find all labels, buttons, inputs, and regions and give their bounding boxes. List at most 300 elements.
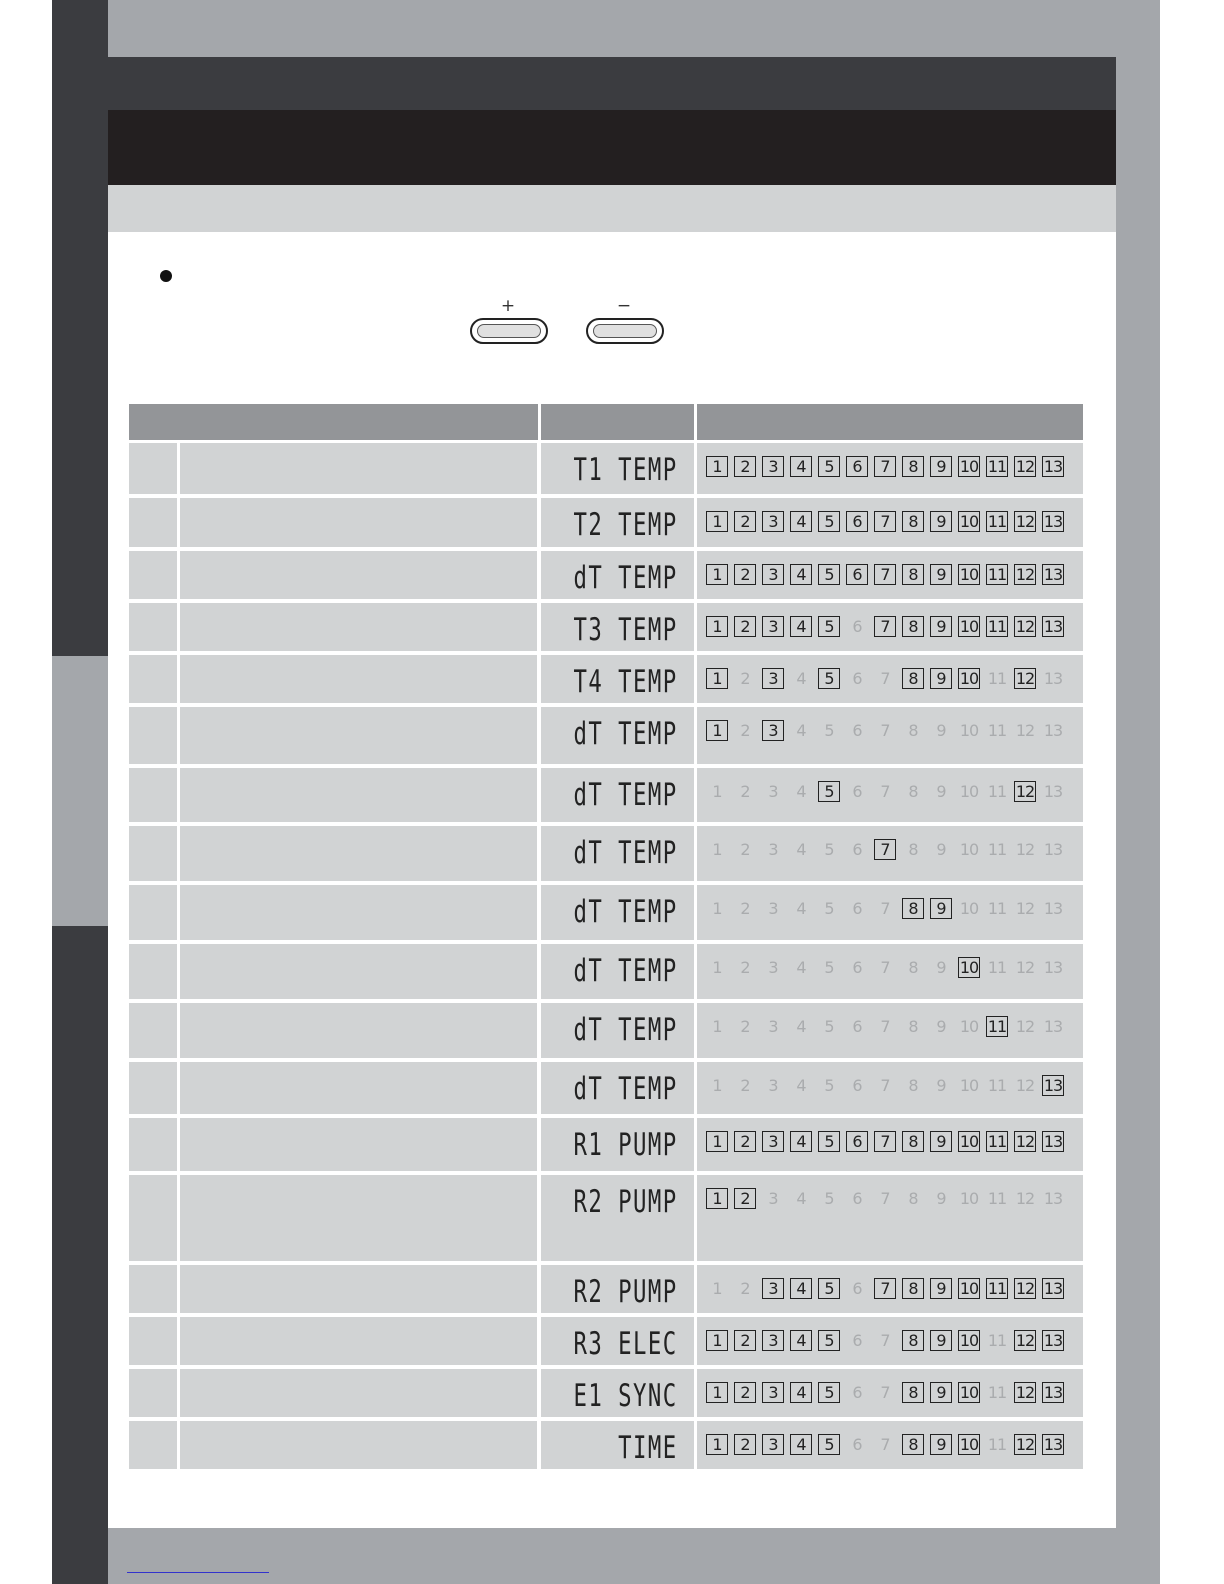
system-number-boxed: 13	[1043, 512, 1063, 531]
system-number-boxed: 10	[959, 512, 979, 531]
lcd-display-code: E1 SYNC	[573, 1378, 678, 1414]
system-number-boxed: 4	[790, 616, 812, 637]
system-number-inactive: 11	[987, 958, 1007, 977]
system-number-inactive: 5	[824, 721, 834, 740]
system-number-boxed: 1	[706, 720, 728, 741]
header-description	[129, 404, 538, 440]
system-number-boxed: 7	[874, 1131, 896, 1152]
row-number-cell	[129, 1421, 177, 1469]
system-number-inactive: 3	[768, 1017, 778, 1036]
system-number-boxed: 2	[734, 616, 756, 637]
system-number-inactive: 7	[880, 669, 890, 688]
system-number-boxed: 11	[987, 1132, 1007, 1151]
system-number-boxed: 3	[762, 456, 784, 477]
system-number-boxed: 3	[762, 720, 784, 741]
system-number-boxed: 12	[1015, 1383, 1035, 1402]
table-row	[129, 768, 1083, 822]
row-number-cell	[129, 768, 177, 822]
row-system-cell	[697, 1175, 1083, 1261]
system-number-inactive: 6	[852, 958, 862, 977]
system-number-inactive: 13	[1043, 1017, 1063, 1036]
table-row	[129, 707, 1083, 764]
system-number-boxed: 8	[902, 1131, 924, 1152]
system-number-inactive: 8	[908, 958, 918, 977]
system-number-inactive: 6	[852, 1279, 862, 1298]
system-number-boxed: 7	[874, 616, 896, 637]
system-number-list	[706, 511, 1070, 532]
system-number-boxed: 2	[734, 1330, 756, 1351]
system-number-inactive: 9	[936, 1076, 946, 1095]
system-number-boxed: 8	[902, 564, 924, 585]
system-number-boxed: 7	[874, 564, 896, 585]
system-number-boxed: 8	[902, 1434, 924, 1455]
system-number-boxed: 1	[706, 668, 728, 689]
system-number-inactive: 8	[908, 1189, 918, 1208]
system-number-inactive: 13	[1043, 782, 1063, 801]
system-number-inactive: 12	[1015, 840, 1035, 859]
plus-button[interactable]	[468, 296, 548, 348]
system-number-list	[706, 668, 1070, 689]
table-row	[129, 944, 1083, 999]
bullet-point	[160, 270, 172, 282]
system-number-list	[706, 1382, 1070, 1403]
system-number-boxed: 3	[762, 616, 784, 637]
row-description-cell	[180, 885, 537, 940]
system-number-inactive: 13	[1043, 958, 1063, 977]
system-number-inactive: 2	[740, 899, 750, 918]
system-number-inactive: 13	[1043, 1189, 1063, 1208]
system-number-inactive: 13	[1043, 840, 1063, 859]
system-number-inactive: 12	[1015, 721, 1035, 740]
table-row	[129, 551, 1083, 599]
system-number-boxed: 12	[1015, 512, 1035, 531]
system-number-list	[706, 781, 1070, 802]
system-number-boxed: 13	[1043, 1279, 1063, 1298]
system-number-inactive: 8	[908, 782, 918, 801]
system-number-boxed: 7	[874, 839, 896, 860]
system-number-boxed: 2	[734, 1131, 756, 1152]
system-number-inactive: 1	[712, 958, 722, 977]
system-number-inactive: 12	[1015, 1017, 1035, 1036]
system-number-inactive: 3	[768, 899, 778, 918]
system-number-inactive: 1	[712, 782, 722, 801]
system-number-boxed: 3	[762, 1131, 784, 1152]
row-system-cell	[697, 1369, 1083, 1417]
system-number-inactive: 11	[987, 1189, 1007, 1208]
system-number-inactive: 11	[987, 782, 1007, 801]
system-number-inactive: 1	[712, 1017, 722, 1036]
system-number-boxed: 12	[1015, 565, 1035, 584]
system-number-boxed: 5	[818, 456, 840, 477]
system-number-inactive: 7	[880, 1017, 890, 1036]
row-system-cell	[697, 944, 1083, 999]
system-number-inactive: 7	[880, 1076, 890, 1095]
system-number-boxed: 3	[762, 1330, 784, 1351]
system-number-inactive: 1	[712, 899, 722, 918]
system-number-boxed: 4	[790, 564, 812, 585]
system-number-boxed: 7	[874, 456, 896, 477]
row-system-cell	[697, 1062, 1083, 1114]
system-number-inactive: 6	[852, 1331, 862, 1350]
system-number-inactive: 4	[796, 1076, 806, 1095]
minus-sign: −	[616, 296, 632, 316]
table-header	[129, 404, 1083, 440]
row-display-cell	[541, 944, 694, 999]
table-row	[129, 443, 1083, 494]
row-system-cell	[697, 826, 1083, 881]
system-number-inactive: 6	[852, 1435, 862, 1454]
row-display-cell	[541, 655, 694, 703]
row-number-cell	[129, 1175, 177, 1261]
system-number-inactive: 2	[740, 840, 750, 859]
header-band-title	[108, 110, 1116, 185]
system-number-inactive: 6	[852, 899, 862, 918]
system-number-boxed: 12	[1015, 1435, 1035, 1454]
system-number-list	[706, 564, 1070, 585]
system-number-boxed: 9	[930, 564, 952, 585]
system-number-boxed: 5	[818, 781, 840, 802]
system-number-boxed: 11	[987, 512, 1007, 531]
system-number-inactive: 4	[796, 958, 806, 977]
system-number-inactive: 8	[908, 840, 918, 859]
row-number-cell	[129, 944, 177, 999]
chapter-side-tab-active	[52, 656, 108, 926]
row-system-cell	[697, 1265, 1083, 1313]
row-system-cell	[697, 498, 1083, 547]
minus-button[interactable]	[584, 296, 664, 348]
row-description-cell	[180, 1175, 537, 1261]
system-number-boxed: 5	[818, 564, 840, 585]
header-band-subtitle	[108, 185, 1116, 232]
header-systems	[697, 404, 1083, 440]
row-number-cell	[129, 443, 177, 494]
system-number-inactive: 4	[796, 669, 806, 688]
row-number-cell	[129, 603, 177, 651]
system-number-inactive: 10	[959, 899, 979, 918]
row-display-cell	[541, 1265, 694, 1313]
row-description-cell	[180, 1003, 537, 1058]
system-number-boxed: 1	[706, 616, 728, 637]
system-number-boxed: 11	[987, 1017, 1007, 1036]
row-display-cell	[541, 1175, 694, 1261]
table-row	[129, 655, 1083, 703]
table-row	[129, 1265, 1083, 1313]
system-number-boxed: 10	[959, 1383, 979, 1402]
system-number-inactive: 10	[959, 1189, 979, 1208]
header-band-dark	[108, 57, 1116, 110]
row-display-cell	[541, 443, 694, 494]
row-description-cell	[180, 1265, 537, 1313]
system-number-boxed: 12	[1015, 1331, 1035, 1350]
system-number-inactive: 9	[936, 1017, 946, 1036]
system-number-boxed: 9	[930, 1278, 952, 1299]
system-number-list	[706, 1188, 1070, 1209]
system-number-boxed: 13	[1043, 457, 1063, 476]
system-number-inactive: 3	[768, 958, 778, 977]
table-row	[129, 885, 1083, 940]
system-number-boxed: 10	[959, 669, 979, 688]
system-number-boxed: 2	[734, 1434, 756, 1455]
system-number-inactive: 4	[796, 1017, 806, 1036]
system-number-boxed: 13	[1043, 1076, 1063, 1095]
system-number-inactive: 3	[768, 840, 778, 859]
lcd-display-code: R3 ELEC	[573, 1326, 678, 1362]
row-display-cell	[541, 768, 694, 822]
system-number-boxed: 9	[930, 1382, 952, 1403]
row-description-cell	[180, 443, 537, 494]
system-number-list	[706, 898, 1070, 919]
system-number-list	[706, 1278, 1070, 1299]
system-number-inactive: 12	[1015, 958, 1035, 977]
row-system-cell	[697, 1118, 1083, 1171]
system-number-inactive: 7	[880, 899, 890, 918]
system-number-inactive: 7	[880, 1331, 890, 1350]
system-number-inactive: 11	[987, 1331, 1007, 1350]
row-display-cell	[541, 1062, 694, 1114]
lcd-display-code: TIME	[618, 1430, 678, 1466]
lcd-display-code: R2 PUMP	[573, 1274, 678, 1310]
row-number-cell	[129, 885, 177, 940]
row-system-cell	[697, 551, 1083, 599]
system-number-inactive: 4	[796, 899, 806, 918]
system-number-inactive: 6	[852, 669, 862, 688]
footer-link-underline[interactable]	[127, 1572, 269, 1573]
lcd-display-code: R1 PUMP	[573, 1127, 678, 1163]
row-description-cell	[180, 498, 537, 547]
system-number-boxed: 11	[987, 565, 1007, 584]
row-system-cell	[697, 885, 1083, 940]
system-number-inactive: 6	[852, 1189, 862, 1208]
system-number-inactive: 5	[824, 1076, 834, 1095]
system-number-boxed: 9	[930, 898, 952, 919]
table-row	[129, 1118, 1083, 1171]
row-system-cell	[697, 603, 1083, 651]
row-number-cell	[129, 1062, 177, 1114]
system-number-boxed: 8	[902, 1382, 924, 1403]
system-number-boxed: 2	[734, 511, 756, 532]
system-number-boxed: 9	[930, 616, 952, 637]
system-number-inactive: 7	[880, 1189, 890, 1208]
system-number-boxed: 12	[1015, 457, 1035, 476]
system-number-boxed: 3	[762, 1278, 784, 1299]
row-description-cell	[180, 1317, 537, 1365]
row-number-cell	[129, 655, 177, 703]
row-number-cell	[129, 498, 177, 547]
system-number-inactive: 13	[1043, 721, 1063, 740]
system-number-boxed: 9	[930, 1434, 952, 1455]
system-number-inactive: 11	[987, 1076, 1007, 1095]
lcd-display-code: R2 PUMP	[573, 1184, 678, 1220]
system-number-inactive: 2	[740, 1076, 750, 1095]
system-number-boxed: 6	[846, 511, 868, 532]
system-number-inactive: 9	[936, 840, 946, 859]
system-number-boxed: 3	[762, 1434, 784, 1455]
plus-button-body[interactable]	[470, 318, 548, 344]
lcd-display-code: T4 TEMP	[573, 664, 678, 700]
system-number-inactive: 11	[987, 669, 1007, 688]
system-number-inactive: 8	[908, 721, 918, 740]
system-number-inactive: 5	[824, 1017, 834, 1036]
system-number-inactive: 5	[824, 840, 834, 859]
system-number-boxed: 6	[846, 564, 868, 585]
row-description-cell	[180, 944, 537, 999]
system-number-boxed: 13	[1043, 1435, 1063, 1454]
system-number-boxed: 2	[734, 456, 756, 477]
system-number-inactive: 1	[712, 840, 722, 859]
system-number-boxed: 1	[706, 1188, 728, 1209]
system-number-boxed: 9	[930, 456, 952, 477]
system-number-inactive: 3	[768, 1076, 778, 1095]
minus-button-body[interactable]	[586, 318, 664, 344]
system-number-boxed: 5	[818, 511, 840, 532]
row-description-cell	[180, 655, 537, 703]
settings-table	[129, 404, 1083, 1473]
row-number-cell	[129, 1003, 177, 1058]
system-number-boxed: 8	[902, 1278, 924, 1299]
system-number-boxed: 1	[706, 456, 728, 477]
row-display-cell	[541, 1003, 694, 1058]
system-number-inactive: 9	[936, 721, 946, 740]
system-number-inactive: 9	[936, 1189, 946, 1208]
system-number-inactive: 13	[1043, 899, 1063, 918]
system-number-boxed: 10	[959, 1132, 979, 1151]
system-number-list	[706, 720, 1070, 741]
system-number-boxed: 5	[818, 668, 840, 689]
system-number-boxed: 1	[706, 564, 728, 585]
system-number-inactive: 5	[824, 958, 834, 977]
system-number-inactive: 11	[987, 899, 1007, 918]
lcd-display-code: dT TEMP	[573, 560, 678, 596]
system-number-boxed: 7	[874, 1278, 896, 1299]
system-number-boxed: 1	[706, 1382, 728, 1403]
row-description-cell	[180, 707, 537, 764]
system-number-boxed: 10	[959, 457, 979, 476]
system-number-inactive: 11	[987, 1383, 1007, 1402]
system-number-inactive: 7	[880, 721, 890, 740]
table-row	[129, 1369, 1083, 1417]
system-number-boxed: 8	[902, 1330, 924, 1351]
system-number-boxed: 3	[762, 1382, 784, 1403]
system-number-boxed: 8	[902, 668, 924, 689]
system-number-boxed: 9	[930, 511, 952, 532]
row-display-cell	[541, 1118, 694, 1171]
system-number-list	[706, 1330, 1070, 1351]
table-row	[129, 826, 1083, 881]
system-number-boxed: 8	[902, 616, 924, 637]
table-row	[129, 603, 1083, 651]
system-number-list	[706, 1075, 1070, 1096]
system-number-inactive: 10	[959, 840, 979, 859]
row-system-cell	[697, 1317, 1083, 1365]
system-number-inactive: 11	[987, 840, 1007, 859]
system-number-boxed: 13	[1043, 1383, 1063, 1402]
system-number-boxed: 10	[959, 1435, 979, 1454]
system-number-boxed: 3	[762, 564, 784, 585]
system-number-boxed: 13	[1043, 565, 1063, 584]
system-number-boxed: 8	[902, 456, 924, 477]
system-number-boxed: 5	[818, 1278, 840, 1299]
system-number-boxed: 5	[818, 1382, 840, 1403]
page-margin	[1160, 0, 1224, 1584]
system-number-boxed: 8	[902, 511, 924, 532]
system-number-boxed: 7	[874, 511, 896, 532]
system-number-boxed: 9	[930, 668, 952, 689]
row-description-cell	[180, 826, 537, 881]
system-number-boxed: 3	[762, 668, 784, 689]
system-number-list	[706, 839, 1070, 860]
row-system-cell	[697, 1421, 1083, 1469]
row-number-cell	[129, 1369, 177, 1417]
system-number-inactive: 8	[908, 1076, 918, 1095]
system-number-boxed: 4	[790, 1278, 812, 1299]
row-description-cell	[180, 1118, 537, 1171]
system-number-boxed: 13	[1043, 1132, 1063, 1151]
system-number-boxed: 12	[1015, 669, 1035, 688]
row-number-cell	[129, 826, 177, 881]
system-number-inactive: 12	[1015, 899, 1035, 918]
table-body	[129, 443, 1083, 1469]
system-number-inactive: 7	[880, 1383, 890, 1402]
system-number-boxed: 3	[762, 511, 784, 532]
system-number-boxed: 1	[706, 1434, 728, 1455]
row-display-cell	[541, 1369, 694, 1417]
system-number-inactive: 8	[908, 1017, 918, 1036]
system-number-inactive: 3	[768, 1189, 778, 1208]
lcd-display-code: dT TEMP	[573, 777, 678, 813]
system-number-inactive: 2	[740, 669, 750, 688]
system-number-inactive: 7	[880, 958, 890, 977]
system-number-inactive: 4	[796, 840, 806, 859]
row-number-cell	[129, 551, 177, 599]
system-number-list	[706, 957, 1070, 978]
row-description-cell	[180, 1062, 537, 1114]
system-number-inactive: 4	[796, 782, 806, 801]
lcd-display-code: dT TEMP	[573, 1071, 678, 1107]
system-number-inactive: 1	[712, 1076, 722, 1095]
system-number-inactive: 11	[987, 721, 1007, 740]
system-number-boxed: 11	[987, 1279, 1007, 1298]
system-number-boxed: 13	[1043, 1331, 1063, 1350]
system-number-boxed: 1	[706, 1330, 728, 1351]
system-number-boxed: 12	[1015, 1132, 1035, 1151]
row-number-cell	[129, 707, 177, 764]
table-row	[129, 1062, 1083, 1114]
lcd-display-code: dT TEMP	[573, 953, 678, 989]
system-number-list	[706, 1016, 1070, 1037]
system-number-boxed: 10	[959, 1279, 979, 1298]
row-display-cell	[541, 707, 694, 764]
system-number-inactive: 5	[824, 1189, 834, 1208]
system-number-inactive: 6	[852, 1076, 862, 1095]
system-number-boxed: 5	[818, 1330, 840, 1351]
row-system-cell	[697, 655, 1083, 703]
system-number-inactive: 1	[712, 1279, 722, 1298]
system-number-list	[706, 1131, 1070, 1152]
system-number-list	[706, 1434, 1070, 1455]
table-row	[129, 1317, 1083, 1365]
row-description-cell	[180, 603, 537, 651]
row-display-cell	[541, 885, 694, 940]
header-display	[541, 404, 694, 440]
lcd-display-code: dT TEMP	[573, 835, 678, 871]
lcd-display-code: dT TEMP	[573, 1012, 678, 1048]
system-number-boxed: 4	[790, 1330, 812, 1351]
row-display-cell	[541, 1317, 694, 1365]
system-number-boxed: 10	[959, 565, 979, 584]
row-system-cell	[697, 1003, 1083, 1058]
system-number-inactive: 6	[852, 617, 862, 636]
system-number-inactive: 6	[852, 840, 862, 859]
